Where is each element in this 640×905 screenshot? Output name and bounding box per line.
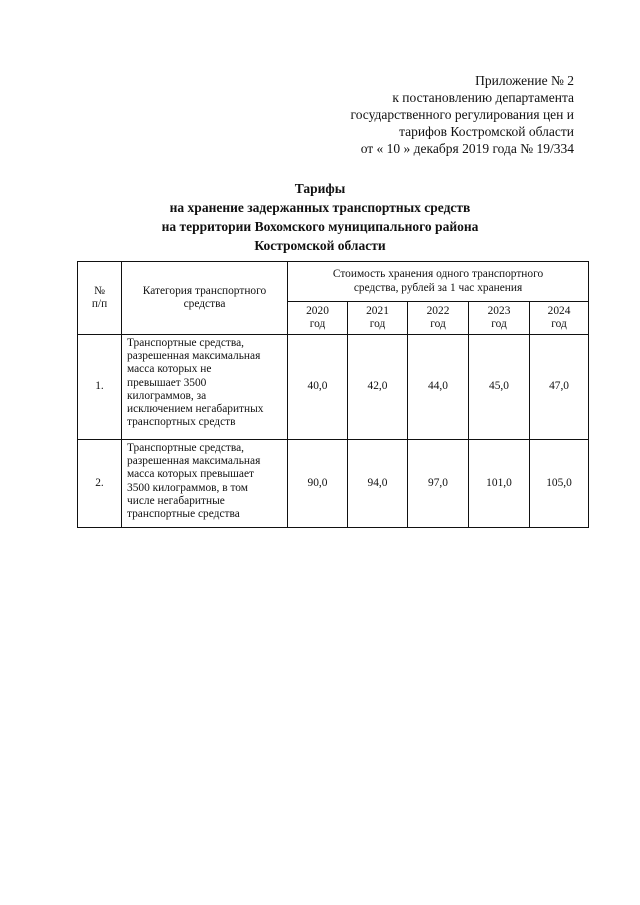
title-line: на хранение задержанных транспортных средств	[169, 200, 471, 215]
tariff-value-2024: 47,0	[530, 335, 589, 440]
year-header-2024	[530, 302, 589, 335]
category-line: разрешенная максимальная	[127, 350, 261, 363]
category-line: транспортных средств	[127, 416, 236, 429]
tariff-value-2023: 45,0	[469, 335, 530, 440]
tariff-value-2021: 94,0	[348, 440, 408, 528]
appendix-line: к постановлению департамента	[392, 90, 574, 105]
category-line: Транспортные средства,	[127, 442, 245, 454]
year-label: 2021	[366, 304, 389, 317]
tariff-value-2022: 44,0	[408, 335, 469, 440]
column-header-number	[78, 262, 122, 335]
year-header-2022	[408, 302, 469, 335]
category-line: 3500 килограммов, в том	[127, 481, 248, 494]
row-category	[122, 440, 288, 528]
category-line: масса которых не	[127, 363, 212, 376]
header-line: средства	[183, 298, 226, 310]
header-line: средства, рублей за 1 час хранения	[353, 281, 523, 294]
column-header-cost	[288, 262, 589, 302]
tariff-value-2023: 101,0	[469, 440, 530, 528]
tariff-value-2021: 42,0	[348, 335, 408, 440]
year-label: 2023	[487, 304, 511, 317]
category-line: килограммов, за	[127, 389, 207, 402]
header-line: №	[94, 284, 105, 297]
appendix-line: государственного регулирования цен и	[350, 107, 574, 122]
category-line: превышает 3500	[127, 376, 207, 389]
appendix-line: Приложение № 2	[475, 73, 574, 88]
column-header-category	[122, 262, 288, 335]
category-line: исключением негабаритных	[127, 403, 264, 416]
table-row	[78, 440, 589, 528]
tariff-value-2020: 40,0	[288, 335, 348, 440]
appendix-line: от « 10 » декабря 2019 года № 19/334	[360, 141, 574, 156]
tariff-value-2020: 90,0	[288, 440, 348, 528]
category-line: Транспортные средства,	[127, 337, 245, 349]
appendix-line: тарифов Костромской области	[399, 124, 574, 139]
document-title	[0, 179, 640, 255]
table-header-row	[78, 262, 589, 302]
year-header-2020	[288, 302, 348, 335]
year-label: 2020	[306, 304, 329, 317]
title-line: на территории Вохомского муниципального района	[161, 219, 479, 234]
title-line: Костромской области	[254, 238, 386, 253]
year-unit: год	[369, 318, 386, 330]
row-number: 1.	[78, 335, 122, 440]
tariff-value-2024: 105,0	[530, 440, 589, 528]
appendix-header	[274, 72, 574, 157]
header-line: п/п	[91, 298, 108, 310]
row-category	[122, 335, 288, 440]
category-line: числе негабаритные	[127, 494, 225, 507]
year-unit: год	[491, 318, 507, 330]
year-label: 2022	[426, 304, 450, 317]
year-unit: год	[551, 318, 567, 330]
year-label: 2024	[547, 304, 571, 317]
header-line: Стоимость хранения одного транспортного	[332, 268, 544, 281]
title-line: Тарифы	[294, 181, 346, 196]
category-line: транспортные средства	[127, 508, 240, 521]
category-line: масса которых превышает	[127, 468, 254, 481]
category-line: разрешенная максимальная	[127, 455, 261, 468]
year-header-2023	[469, 302, 530, 335]
year-header-2021	[348, 302, 408, 335]
year-unit: год	[430, 318, 446, 330]
year-unit: год	[309, 318, 326, 330]
tariffs-table	[77, 261, 589, 528]
row-number: 2.	[78, 440, 122, 528]
tariff-value-2022: 97,0	[408, 440, 469, 528]
table-row	[78, 335, 589, 440]
header-line: Категория транспортного	[142, 284, 267, 297]
